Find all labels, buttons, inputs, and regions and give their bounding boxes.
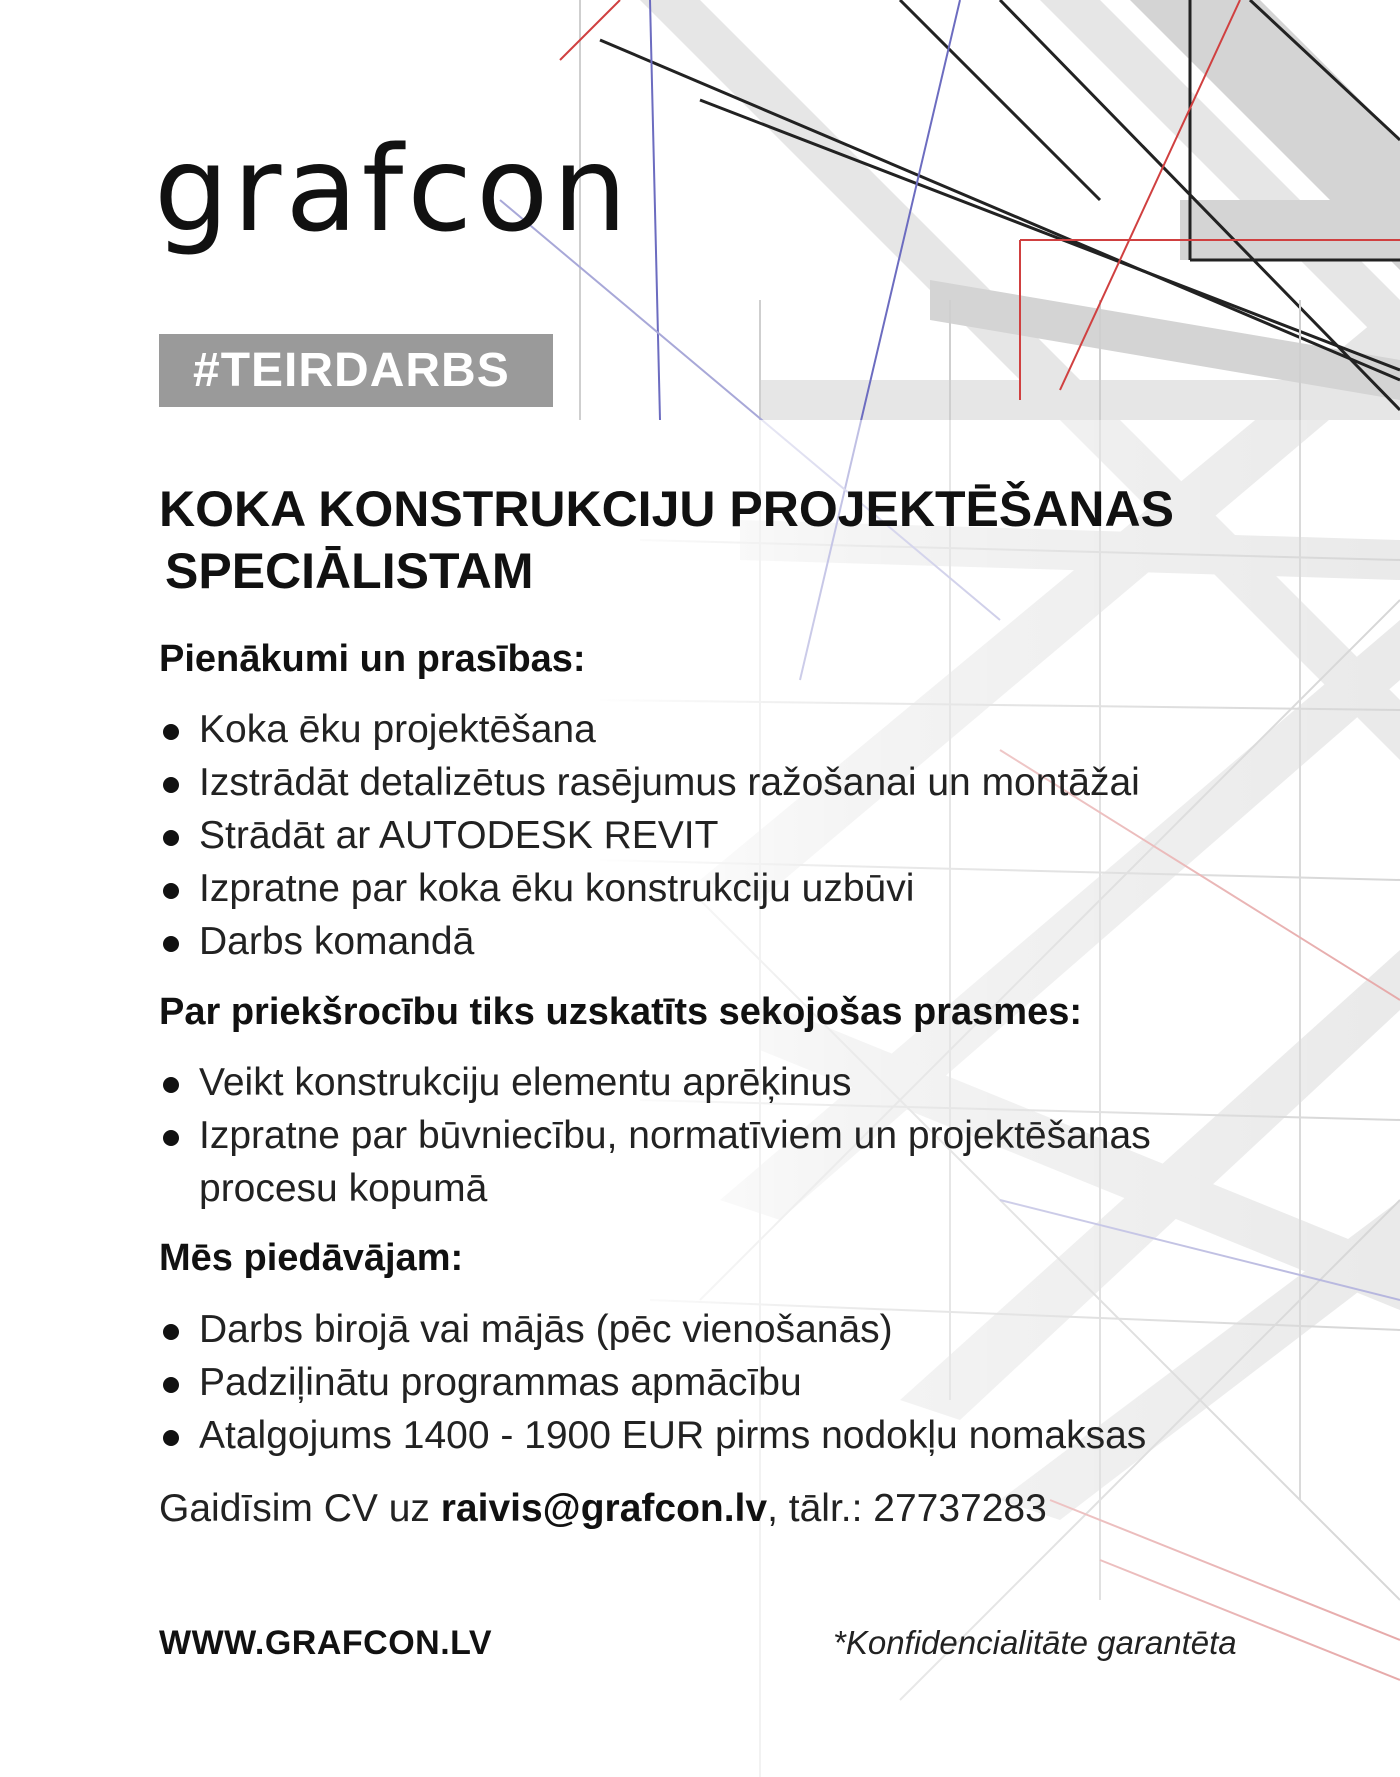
confidentiality-note: *Konfidencialitāte garantēta [833, 1624, 1237, 1661]
website-link[interactable]: WWW.GRAFCON.LV [159, 1624, 493, 1662]
list-item: Koka ēku projektēšana [159, 703, 1309, 756]
list-item: Darbs komandā [159, 915, 1309, 968]
list-item: Izpratne par būvniecību, normatīviem un projektēšanas procesu kopumā [159, 1109, 1309, 1215]
contact-prefix: Gaidīsim CV uz [159, 1487, 441, 1530]
section-heading-advantages: Par priekšrocību tiks uzskatīts sekojošas prasmes: [159, 991, 1082, 1033]
list-item: Atalgojums 1400 - 1900 EUR pirms nodokļu nomaksas [159, 1409, 1309, 1462]
list-item: Izpratne par koka ēku konstrukciju uzbūvi [159, 862, 1309, 915]
job-title [159, 478, 1309, 602]
list-item: Darbs birojā vai mājās (pēc vienošanās) [159, 1303, 1309, 1356]
job-title-line-1: KOKA KONSTRUKCIJU PROJEKTĒŠANAS [159, 481, 1174, 537]
grafcon-logo: grafcon [154, 120, 632, 258]
duties-list [159, 703, 1309, 968]
list-item: Padziļinātu programmas apmācību [159, 1356, 1309, 1409]
list-item: Izstrādāt detalizētus rasējumus ražošanai un montāžai [159, 756, 1309, 809]
list-item: Strādāt ar AUTODESK REVIT [159, 809, 1309, 862]
contact-email[interactable]: raivis@grafcon.lv [440, 1487, 768, 1530]
section-heading-duties: Pienākumi un prasības: [159, 638, 586, 680]
list-item: Veikt konstrukciju elementu aprēķinus [159, 1056, 1309, 1109]
offer-list [159, 1303, 1309, 1462]
section-heading-offer: Mēs piedāvājam: [159, 1237, 464, 1279]
contact-phone: , tālr.: 27737283 [767, 1487, 1047, 1530]
hashtag-badge: #TEIRDARBS [159, 334, 553, 407]
contact-line [159, 1487, 1047, 1531]
job-title-line-2: SPECIĀLISTAM [165, 543, 534, 599]
advantages-list [159, 1056, 1309, 1215]
